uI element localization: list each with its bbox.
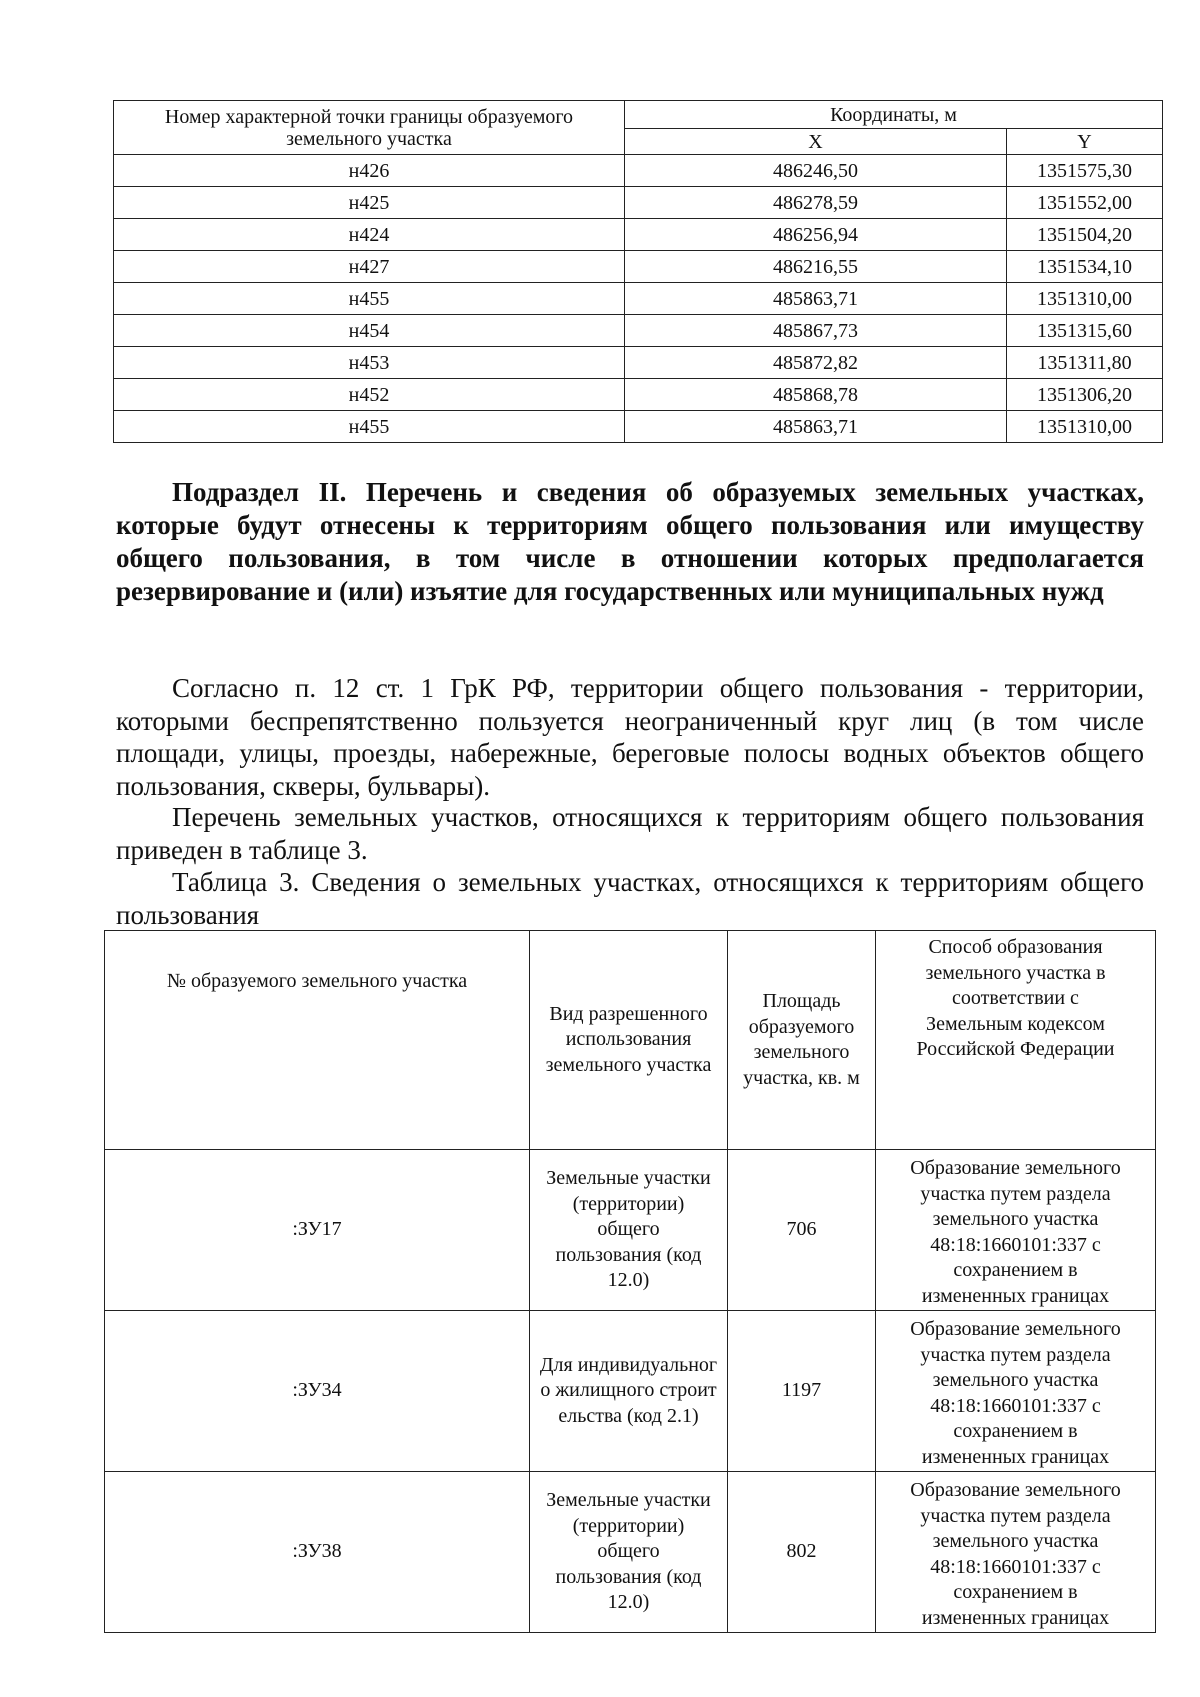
- table-row: [114, 187, 1163, 219]
- header-plot-number-text: № образуемого земельного участка: [166, 970, 468, 992]
- header-plot-number: [105, 931, 530, 1150]
- y-cell: 1351310,00: [1007, 411, 1163, 443]
- table-row: [114, 379, 1163, 411]
- area-cell: 1197: [728, 1311, 876, 1472]
- formation-method-cell: Образование земельного участка путем раздела земельного участка 48:18:1660101:337 с сохранением в измененных границах: [876, 1311, 1156, 1472]
- area-cell: 802: [728, 1472, 876, 1633]
- table-row: [114, 347, 1163, 379]
- header-formation-method: Способ образования земельного участка в соответствии с Земельным кодексом Российской Федерации: [876, 931, 1156, 1150]
- y-cell: 1351552,00: [1007, 187, 1163, 219]
- plot-number-cell: :ЗУ34: [105, 1311, 530, 1472]
- point-cell: н426: [114, 155, 625, 187]
- table-row: [114, 315, 1163, 347]
- x-cell: 486216,55: [625, 251, 1007, 283]
- table-row: [114, 155, 1163, 187]
- y-cell: 1351575,30: [1007, 155, 1163, 187]
- header-point-number: Номер характерной точки границы образуемого земельного участка: [114, 101, 625, 155]
- y-cell: 1351310,00: [1007, 283, 1163, 315]
- y-cell: 1351504,20: [1007, 219, 1163, 251]
- plot-number-cell: :ЗУ38: [105, 1472, 530, 1633]
- area-cell: 706: [728, 1150, 876, 1311]
- y-cell: 1351534,10: [1007, 251, 1163, 283]
- table-row: [114, 283, 1163, 315]
- point-cell: н427: [114, 251, 625, 283]
- table-row: [105, 1472, 1156, 1633]
- header-coordinates: Координаты, м: [625, 101, 1163, 129]
- x-cell: 485867,73: [625, 315, 1007, 347]
- point-cell: н424: [114, 219, 625, 251]
- y-cell: 1351315,60: [1007, 315, 1163, 347]
- x-cell: 485872,82: [625, 347, 1007, 379]
- table-row: [105, 1311, 1156, 1472]
- paragraph-definition: Согласно п. 12 ст. 1 ГрК РФ, территории общего пользования - территории, которыми беспрепятственно пользуется неограниченный круг лиц (в том числе площади, улицы, проезды, набережные, береговые полосы водных объектов общего пользования, скверы, бульвары).: [116, 673, 1144, 801]
- formation-method-cell: Образование земельного участка путем раздела земельного участка 48:18:1660101:337 с сохранением в измененных границах: [876, 1150, 1156, 1311]
- header-y: Y: [1007, 129, 1163, 155]
- x-cell: 485863,71: [625, 411, 1007, 443]
- x-cell: 485868,78: [625, 379, 1007, 411]
- permitted-use-cell: Земельные участки (территории) общего пользования (код 12.0): [530, 1472, 728, 1633]
- plot-number-cell: :ЗУ17: [105, 1150, 530, 1311]
- x-cell: 486246,50: [625, 155, 1007, 187]
- formation-method-cell: Образование земельного участка путем раздела земельного участка 48:18:1660101:337 с сохранением в измененных границах: [876, 1472, 1156, 1633]
- paragraph-list-reference: Перечень земельных участков, относящихся к территориям общего пользования приведен в таблице 3.: [116, 802, 1144, 865]
- point-cell: н425: [114, 187, 625, 219]
- point-cell: н455: [114, 411, 625, 443]
- subsection-title: Подраздел II. Перечень и сведения об образуемых земельных участках, которые будут отнесены к территориям общего пользования или имуществу общего пользования, в том числе в отношении которых предполагается резервирование и (или) изъятие для государственных или муниципальных нужд: [116, 477, 1144, 606]
- header-x: X: [625, 129, 1007, 155]
- land-plots-table: [104, 930, 1156, 1633]
- table-row: [114, 251, 1163, 283]
- header-permitted-use: Вид разрешенного использования земельного участка: [530, 931, 728, 1150]
- table-row: [105, 1150, 1156, 1311]
- point-cell: н452: [114, 379, 625, 411]
- point-cell: н453: [114, 347, 625, 379]
- table-header-row: [105, 931, 1156, 1150]
- y-cell: 1351306,20: [1007, 379, 1163, 411]
- table-caption: Таблица 3. Сведения о земельных участках, относящихся к территориям общего пользования: [116, 867, 1144, 930]
- coordinates-table: [113, 100, 1163, 443]
- table-row: [114, 411, 1163, 443]
- x-cell: 486278,59: [625, 187, 1007, 219]
- table-row: [114, 219, 1163, 251]
- y-cell: 1351311,80: [1007, 347, 1163, 379]
- permitted-use-cell: Земельные участки (территории) общего пользования (код 12.0): [530, 1150, 728, 1311]
- header-area: Площадь образуемого земельного участка, кв. м: [728, 931, 876, 1150]
- x-cell: 485863,71: [625, 283, 1007, 315]
- point-cell: н454: [114, 315, 625, 347]
- x-cell: 486256,94: [625, 219, 1007, 251]
- point-cell: н455: [114, 283, 625, 315]
- permitted-use-cell: Для индивидуального жилищного строительства (код 2.1): [530, 1311, 728, 1472]
